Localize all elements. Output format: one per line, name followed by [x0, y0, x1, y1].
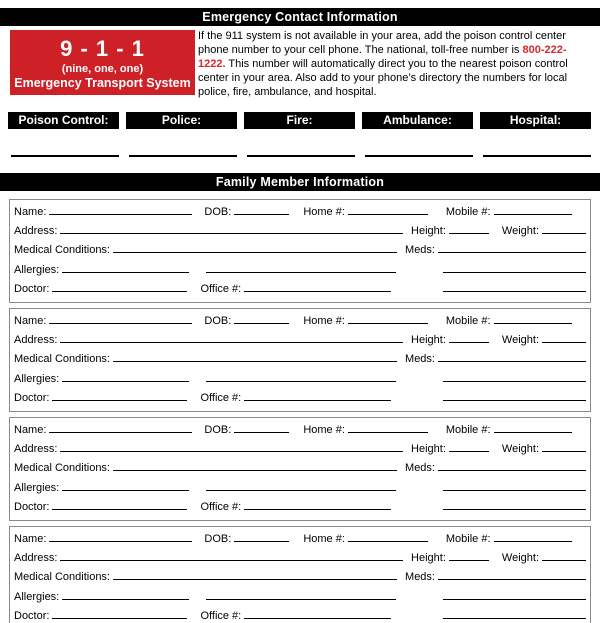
hospital-label-chip: Hospital:: [480, 112, 591, 129]
allergies-row: [14, 479, 586, 498]
name-row: [14, 203, 586, 222]
office-phone-label: Office #:: [200, 391, 242, 404]
name-row: [14, 312, 586, 331]
address-blank-line: [60, 451, 403, 452]
doctor-blank-line: [52, 400, 187, 401]
mobile-phone-blank-line: [494, 541, 572, 542]
name-blank-line: [49, 432, 192, 433]
height-blank-line: [449, 560, 489, 561]
dob-label: DOB:: [204, 533, 232, 545]
weight-label: Weight:: [501, 443, 539, 456]
meds-continuation-line-2: [443, 509, 586, 510]
dob-blank-line: [234, 432, 289, 433]
meds-continuation-line-2: [443, 618, 586, 619]
911-red-box: [10, 30, 195, 95]
meds-blank-line: [438, 470, 586, 471]
allergies-blank-line: [62, 272, 189, 273]
doctor-label: Doctor:: [14, 391, 50, 404]
medical-conditions-row: [14, 459, 586, 478]
meds-blank-line: [438, 579, 586, 580]
911-number-words: (nine, one, one): [61, 62, 144, 75]
emergency-contact-header-bar: [0, 8, 600, 26]
office-phone-blank-line: [244, 618, 391, 619]
address-row: [14, 549, 586, 568]
paragraph-text-before: If the 911 system is not available in your area, add the poison control center phone number to your cell phone. The national, toll-free number is: [198, 30, 566, 56]
allergies-label: Allergies:: [14, 481, 60, 494]
address-row: [14, 222, 586, 241]
office-phone-blank-line: [244, 400, 391, 401]
paragraph-text-after: This number will automatically direct you to the nearest poison control center in your area. Also add to your phone’s directory the numbers for local police, fire, ambulance, and hospital.: [198, 57, 568, 98]
weight-label: Weight:: [501, 552, 539, 565]
address-label: Address:: [14, 443, 58, 456]
doctor-blank-line: [52, 618, 187, 619]
office-phone-label: Office #:: [200, 282, 242, 295]
allergies-continuation-line: [206, 490, 396, 491]
medical-conditions-label: Medical Conditions:: [14, 353, 110, 366]
name-row: [14, 530, 586, 549]
poison-control-blank-line: [11, 155, 119, 157]
family-member-block: [9, 308, 591, 412]
medical-conditions-row: [14, 568, 586, 587]
doctor-row: [14, 498, 586, 517]
family-member-block: [9, 526, 591, 623]
address-blank-line: [60, 342, 403, 343]
contact-label-row: [8, 112, 591, 129]
allergies-label: Allergies:: [14, 590, 60, 603]
name-row: [14, 421, 586, 440]
mobile-phone-label: Mobile #:: [445, 533, 491, 545]
meds-blank-line: [438, 361, 586, 362]
doctor-label: Doctor:: [14, 609, 50, 622]
family-member-header-bar: [0, 173, 600, 191]
name-blank-line: [49, 323, 192, 324]
meds-continuation-line-1: [443, 490, 586, 491]
allergies-blank-line: [62, 599, 189, 600]
doctor-row: [14, 389, 586, 408]
dob-blank-line: [234, 541, 289, 542]
doctor-row: [14, 280, 586, 299]
poison-control-label-chip: Poison Control:: [8, 112, 119, 129]
police-label-chip: Police:: [126, 112, 237, 129]
dob-label: DOB:: [204, 206, 232, 218]
doctor-label: Doctor:: [14, 500, 50, 513]
dob-label: DOB:: [204, 315, 232, 327]
ambulance-label-chip: Ambulance:: [362, 112, 473, 129]
home-phone-label: Home #:: [303, 206, 345, 218]
allergies-continuation-line: [206, 599, 396, 600]
allergies-blank-line: [62, 381, 189, 382]
name-label: Name:: [14, 206, 47, 218]
home-phone-label: Home #:: [303, 533, 345, 545]
911-subtitle: Emergency Transport System: [14, 75, 191, 90]
home-phone-blank-line: [348, 541, 428, 542]
address-label: Address:: [14, 552, 58, 565]
address-blank-line: [60, 560, 403, 561]
doctor-row: [14, 607, 586, 623]
allergies-row: [14, 261, 586, 280]
allergies-continuation-line: [206, 381, 396, 382]
weight-label: Weight:: [501, 225, 539, 238]
height-label: Height:: [411, 225, 446, 238]
home-phone-blank-line: [348, 323, 428, 324]
meds-label: Meds:: [405, 353, 435, 366]
police-blank-line: [129, 155, 237, 157]
name-blank-line: [49, 541, 192, 542]
dob-blank-line: [234, 214, 289, 215]
poison-control-paragraph: [198, 30, 592, 100]
office-phone-label: Office #:: [200, 500, 242, 513]
meds-label: Meds:: [405, 462, 435, 475]
address-label: Address:: [14, 225, 58, 238]
address-row: [14, 440, 586, 459]
medical-conditions-row: [14, 350, 586, 369]
mobile-phone-label: Mobile #:: [445, 206, 491, 218]
meds-continuation-line-2: [443, 400, 586, 401]
medical-conditions-blank-line: [113, 361, 397, 362]
medical-conditions-row: [14, 241, 586, 260]
office-phone-blank-line: [244, 291, 391, 292]
medical-conditions-blank-line: [113, 579, 397, 580]
medical-conditions-blank-line: [113, 470, 397, 471]
meds-label: Meds:: [405, 244, 435, 257]
weight-blank-line: [542, 342, 586, 343]
contact-blank-lines: [11, 155, 591, 157]
dob-label: DOB:: [204, 424, 232, 436]
mobile-phone-label: Mobile #:: [445, 315, 491, 327]
address-blank-line: [60, 233, 403, 234]
family-member-block: [9, 199, 591, 303]
family-member-block: [9, 417, 591, 521]
emergency-contact-title: Emergency Contact Information: [202, 10, 398, 24]
home-phone-label: Home #:: [303, 424, 345, 436]
meds-continuation-line-1: [443, 599, 586, 600]
911-section: [10, 30, 592, 100]
meds-continuation-line-2: [443, 291, 586, 292]
allergies-continuation-line: [206, 272, 396, 273]
height-blank-line: [449, 342, 489, 343]
allergies-label: Allergies:: [14, 372, 60, 385]
allergies-blank-line: [62, 490, 189, 491]
doctor-label: Doctor:: [14, 282, 50, 295]
doctor-blank-line: [52, 291, 187, 292]
doctor-blank-line: [52, 509, 187, 510]
meds-blank-line: [438, 252, 586, 253]
allergies-row: [14, 370, 586, 389]
home-phone-blank-line: [348, 432, 428, 433]
fire-label-chip: Fire:: [244, 112, 355, 129]
meds-continuation-line-1: [443, 272, 586, 273]
name-label: Name:: [14, 315, 47, 327]
mobile-phone-label: Mobile #:: [445, 424, 491, 436]
family-member-title: Family Member Information: [215, 175, 385, 189]
weight-blank-line: [542, 560, 586, 561]
height-blank-line: [449, 233, 489, 234]
fire-blank-line: [247, 155, 355, 157]
home-phone-label: Home #:: [303, 315, 345, 327]
dob-blank-line: [234, 323, 289, 324]
name-label: Name:: [14, 533, 47, 545]
family-member-blocks: [9, 199, 591, 623]
height-label: Height:: [411, 443, 446, 456]
allergies-label: Allergies:: [14, 263, 60, 276]
height-label: Height:: [411, 334, 446, 347]
name-label: Name:: [14, 424, 47, 436]
office-phone-blank-line: [244, 509, 391, 510]
medical-conditions-label: Medical Conditions:: [14, 462, 110, 475]
mobile-phone-blank-line: [494, 432, 572, 433]
medical-conditions-blank-line: [113, 252, 397, 253]
poison-control-phone-number: 800-222-1222.: [198, 43, 567, 70]
medical-conditions-label: Medical Conditions:: [14, 571, 110, 584]
weight-blank-line: [542, 451, 586, 452]
home-phone-blank-line: [348, 214, 428, 215]
address-label: Address:: [14, 334, 58, 347]
medical-conditions-label: Medical Conditions:: [14, 244, 110, 257]
mobile-phone-blank-line: [494, 214, 572, 215]
name-blank-line: [49, 214, 192, 215]
address-row: [14, 331, 586, 350]
weight-blank-line: [542, 233, 586, 234]
meds-continuation-line-1: [443, 381, 586, 382]
height-blank-line: [449, 451, 489, 452]
height-label: Height:: [411, 552, 446, 565]
allergies-row: [14, 588, 586, 607]
office-phone-label: Office #:: [200, 609, 242, 622]
mobile-phone-blank-line: [494, 323, 572, 324]
911-number: 9 - 1 - 1: [60, 35, 145, 61]
ambulance-blank-line: [365, 155, 473, 157]
hospital-blank-line: [483, 155, 591, 157]
weight-label: Weight:: [501, 334, 539, 347]
meds-label: Meds:: [405, 571, 435, 584]
